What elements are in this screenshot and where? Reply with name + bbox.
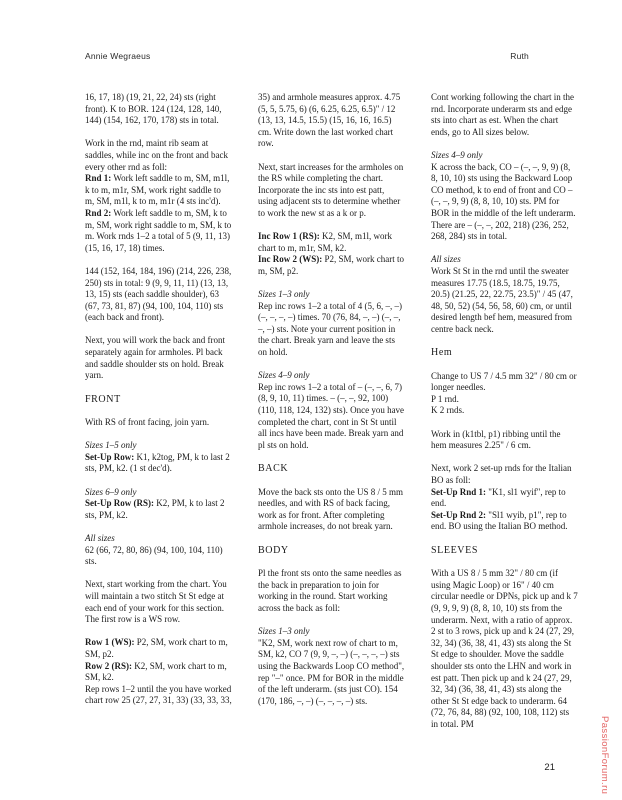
size-variant-label: All sizes — [85, 532, 115, 543]
paragraph: 35) and armhole measures approx. 4.75 (5, 5, 5.75, 6) (6, 6.25, 6.25, 6.5)" / 12 (13, 13, 14.5, 15.5) (15, 16, 16, 16.5) cm. Write down the last worked chart row. — [258, 92, 401, 149]
author-name: Annie Wegraeus — [85, 51, 151, 61]
paragraph: Next, start increases for the armholes on the RS while completing the chart. Incorporate the inc sts into est patt, using adjacent sts to determine whether to work the new st as a k or p. — [258, 161, 404, 218]
paragraph: Next, work 2 set-up rnds for the Italian BO as foll: Set-Up Rnd 1: "K1, sl1 wyif", rep to end. Set-Up Rnd 2: "Sl1 wyib, p1", rep to end. BO using the Italian BO method. — [431, 463, 572, 532]
paragraph: Pl the front sts onto the same needles as the back in preparation to join for working in the round. Start working across the back as foll: — [258, 568, 402, 613]
paragraph: Set-Up Row (RS): K2, PM, k to last 2 sts, PM, k2. — [85, 498, 225, 520]
size-variant-label: All sizes — [431, 254, 461, 265]
paragraph: Work in the rnd, maint rib seam at saddles, while inc on the front and back every other rnd as foll: Rnd 1: Work left saddle to m, SM, m1l, k to m, m1r, SM, work right saddle to m, SM, m1l, k to m, m1r (4 sts inc'd). Rnd 2: Work left saddle to m, SM, k to m, SM, work right saddle to m, SM, k to m. Work rnds 1–2 a total of 5 (9, 11, 13) (15, 16, 17, 18) times. — [85, 138, 232, 253]
paragraph: Cont working following the chart in the rnd. Incorporate underarm sts and edge sts into chart as est. When the chart ends, go to All sizes below. — [431, 92, 574, 137]
section-heading: Hem — [431, 347, 453, 359]
size-variant-label: Sizes 1–3 only — [258, 626, 310, 637]
paragraph: Change to US 7 / 4.5 mm 32" / 80 cm or longer needles. P 1 rnd. K 2 rnds. — [431, 370, 577, 416]
watermark: PassionForum.ru — [599, 715, 610, 794]
section-heading: BODY — [258, 544, 289, 556]
paragraph: With RS of front facing, join yarn. — [85, 417, 210, 428]
pattern-title: Ruth — [510, 51, 529, 61]
column-right — [431, 92, 578, 742]
paragraph: Inc Row 1 (RS): K2, SM, m1l, work chart to m, m1r, SM, k2. Inc Row 2 (WS): P2, SM, work chart to m, SM, p2. — [258, 231, 404, 276]
paragraph: Next, you will work the back and front separately again for armholes. Pl back and saddle shoulder sts on hold. Break yarn. — [85, 335, 225, 381]
paragraph: Set-Up Row: K1, k2tog, PM, k to last 2 sts, PM, k2. (1 st dec'd). — [85, 451, 230, 474]
page-number: 21 — [544, 762, 555, 773]
paragraph: With a US 8 / 5 mm 32" / 80 cm (if using Magic Loop) or 16" / 40 cm circular needle or DPNs, pick up and k 7 (9, 9, 9, 9) (8, 8, 10, 10) sts from the underarm. Next, with a ratio of approx. 2 st to 3 rows, pick up and k 24 (27, 29, 32, 34) (36, 38, 41, 43) sts along the St St edge to shoulder. Move the saddle shoulder sts onto the LHN and work in est patt. Then pick up and k 24 (27, 29, 32, 34) (36, 38, 41, 43) sts along the other St St edge back to underarm. 64 (72, 76, 84, 88) (92, 100, 108, 112) sts in total. PM — [431, 568, 578, 729]
column-left — [85, 92, 232, 718]
paragraph: Work in (k1tbl, p1) ribbing until the hem measures 2.25" / 6 cm. — [431, 428, 561, 451]
paragraph: Rep inc rows 1–2 a total of 4 (5, 6, –, –) (–, –, –, –) times. 70 (76, 84, –, –) (–, –, –, –) sts. Note your current position in the chart. Break yarn and leave the sts on hold. — [258, 300, 402, 358]
paragraph: Rep inc rows 1–2 a total of – (–, –, 6, 7) (8, 9, 10, 11) times. – (–, –, 92, 100) (110, 118, 124, 132) sts). Once you have completed the chart, cont in St St until all incs have been made. Break yarn and pl sts on hold. — [258, 381, 405, 450]
paragraph: K across the back, CO – (–, –, 9, 9) (8, 8, 10, 10) sts using the Backward Loop CO method, k to end of front and CO – (–, –, 9, 9) (8, 8, 10, 10) sts. PM for BOR in the middle of the left underarm. There are – (–, –, 202, 218) (236, 252, 268, 284) sts in total. — [431, 161, 576, 242]
paragraph: 144 (152, 164, 184, 196) (214, 226, 238, 250) sts in total: 9 (9, 9, 11, 11) (13, 13, 13, 15) sts (each saddle shoulder), 63 (67, 73, 81, 87) (94, 100, 104, 110) sts (each back and front). — [85, 265, 232, 323]
paragraph: Row 1 (WS): P2, SM, work chart to m, SM, p2. Row 2 (RS): K2, SM, work chart to m, SM, k2. Rep rows 1–2 until the you have worked chart row 25 (27, 27, 31, 33) (33, 33, 33, — [85, 637, 232, 706]
section-heading: SLEEVES — [431, 544, 478, 556]
paragraph: Next, start working from the chart. You will maintain a two stitch St St edge at each end of your work for this section. The first row is a WS row. — [85, 579, 227, 625]
paragraph: Work St St in the rnd until the sweater measures 17.75 (18.5, 18.75, 19.75, 20.5) (21.25, 22, 22.75, 23.5)" / 45 (47, 48, 50, 52) (54, 56, 58, 60) cm, or until desired length bef hem, measured from centre back neck. — [431, 265, 573, 334]
size-variant-label: Sizes 6–9 only — [85, 486, 137, 497]
size-variant-label: Sizes 4–9 only — [431, 149, 483, 160]
page-header — [85, 51, 529, 61]
paragraph: 62 (66, 72, 80, 86) (94, 100, 104, 110) sts. — [85, 544, 223, 567]
paragraph: "K2, SM, work next row of chart to m, SM, k2, CO 7 (9, 9, –, –) (–, –, –, –) sts using the Backwards Loop CO method", rep "–" once. PM for BOR in the middle of the left underarm. (sts just CO). 154 (170, 186, –, –) (–, –, –, –) sts. — [258, 637, 405, 706]
paragraph: Move the back sts onto the US 8 / 5 mm needles, and with RS of back facing, work as for front. After completing armhole increases, do not break yarn. — [258, 486, 403, 532]
size-variant-label: Sizes 1–5 only — [85, 440, 137, 451]
paragraph: 16, 17, 18) (19, 21, 22, 24) sts (right front). K to BOR. 124 (124, 128, 140, 144) (154, 162, 170, 178) sts in total. — [85, 92, 222, 126]
size-variant-label: Sizes 4–9 only — [258, 370, 310, 381]
column-middle — [258, 92, 405, 719]
section-heading: BACK — [258, 463, 289, 475]
size-variant-label: Sizes 1–3 only — [258, 289, 310, 300]
text-columns — [85, 92, 578, 742]
section-heading: FRONT — [85, 393, 121, 405]
